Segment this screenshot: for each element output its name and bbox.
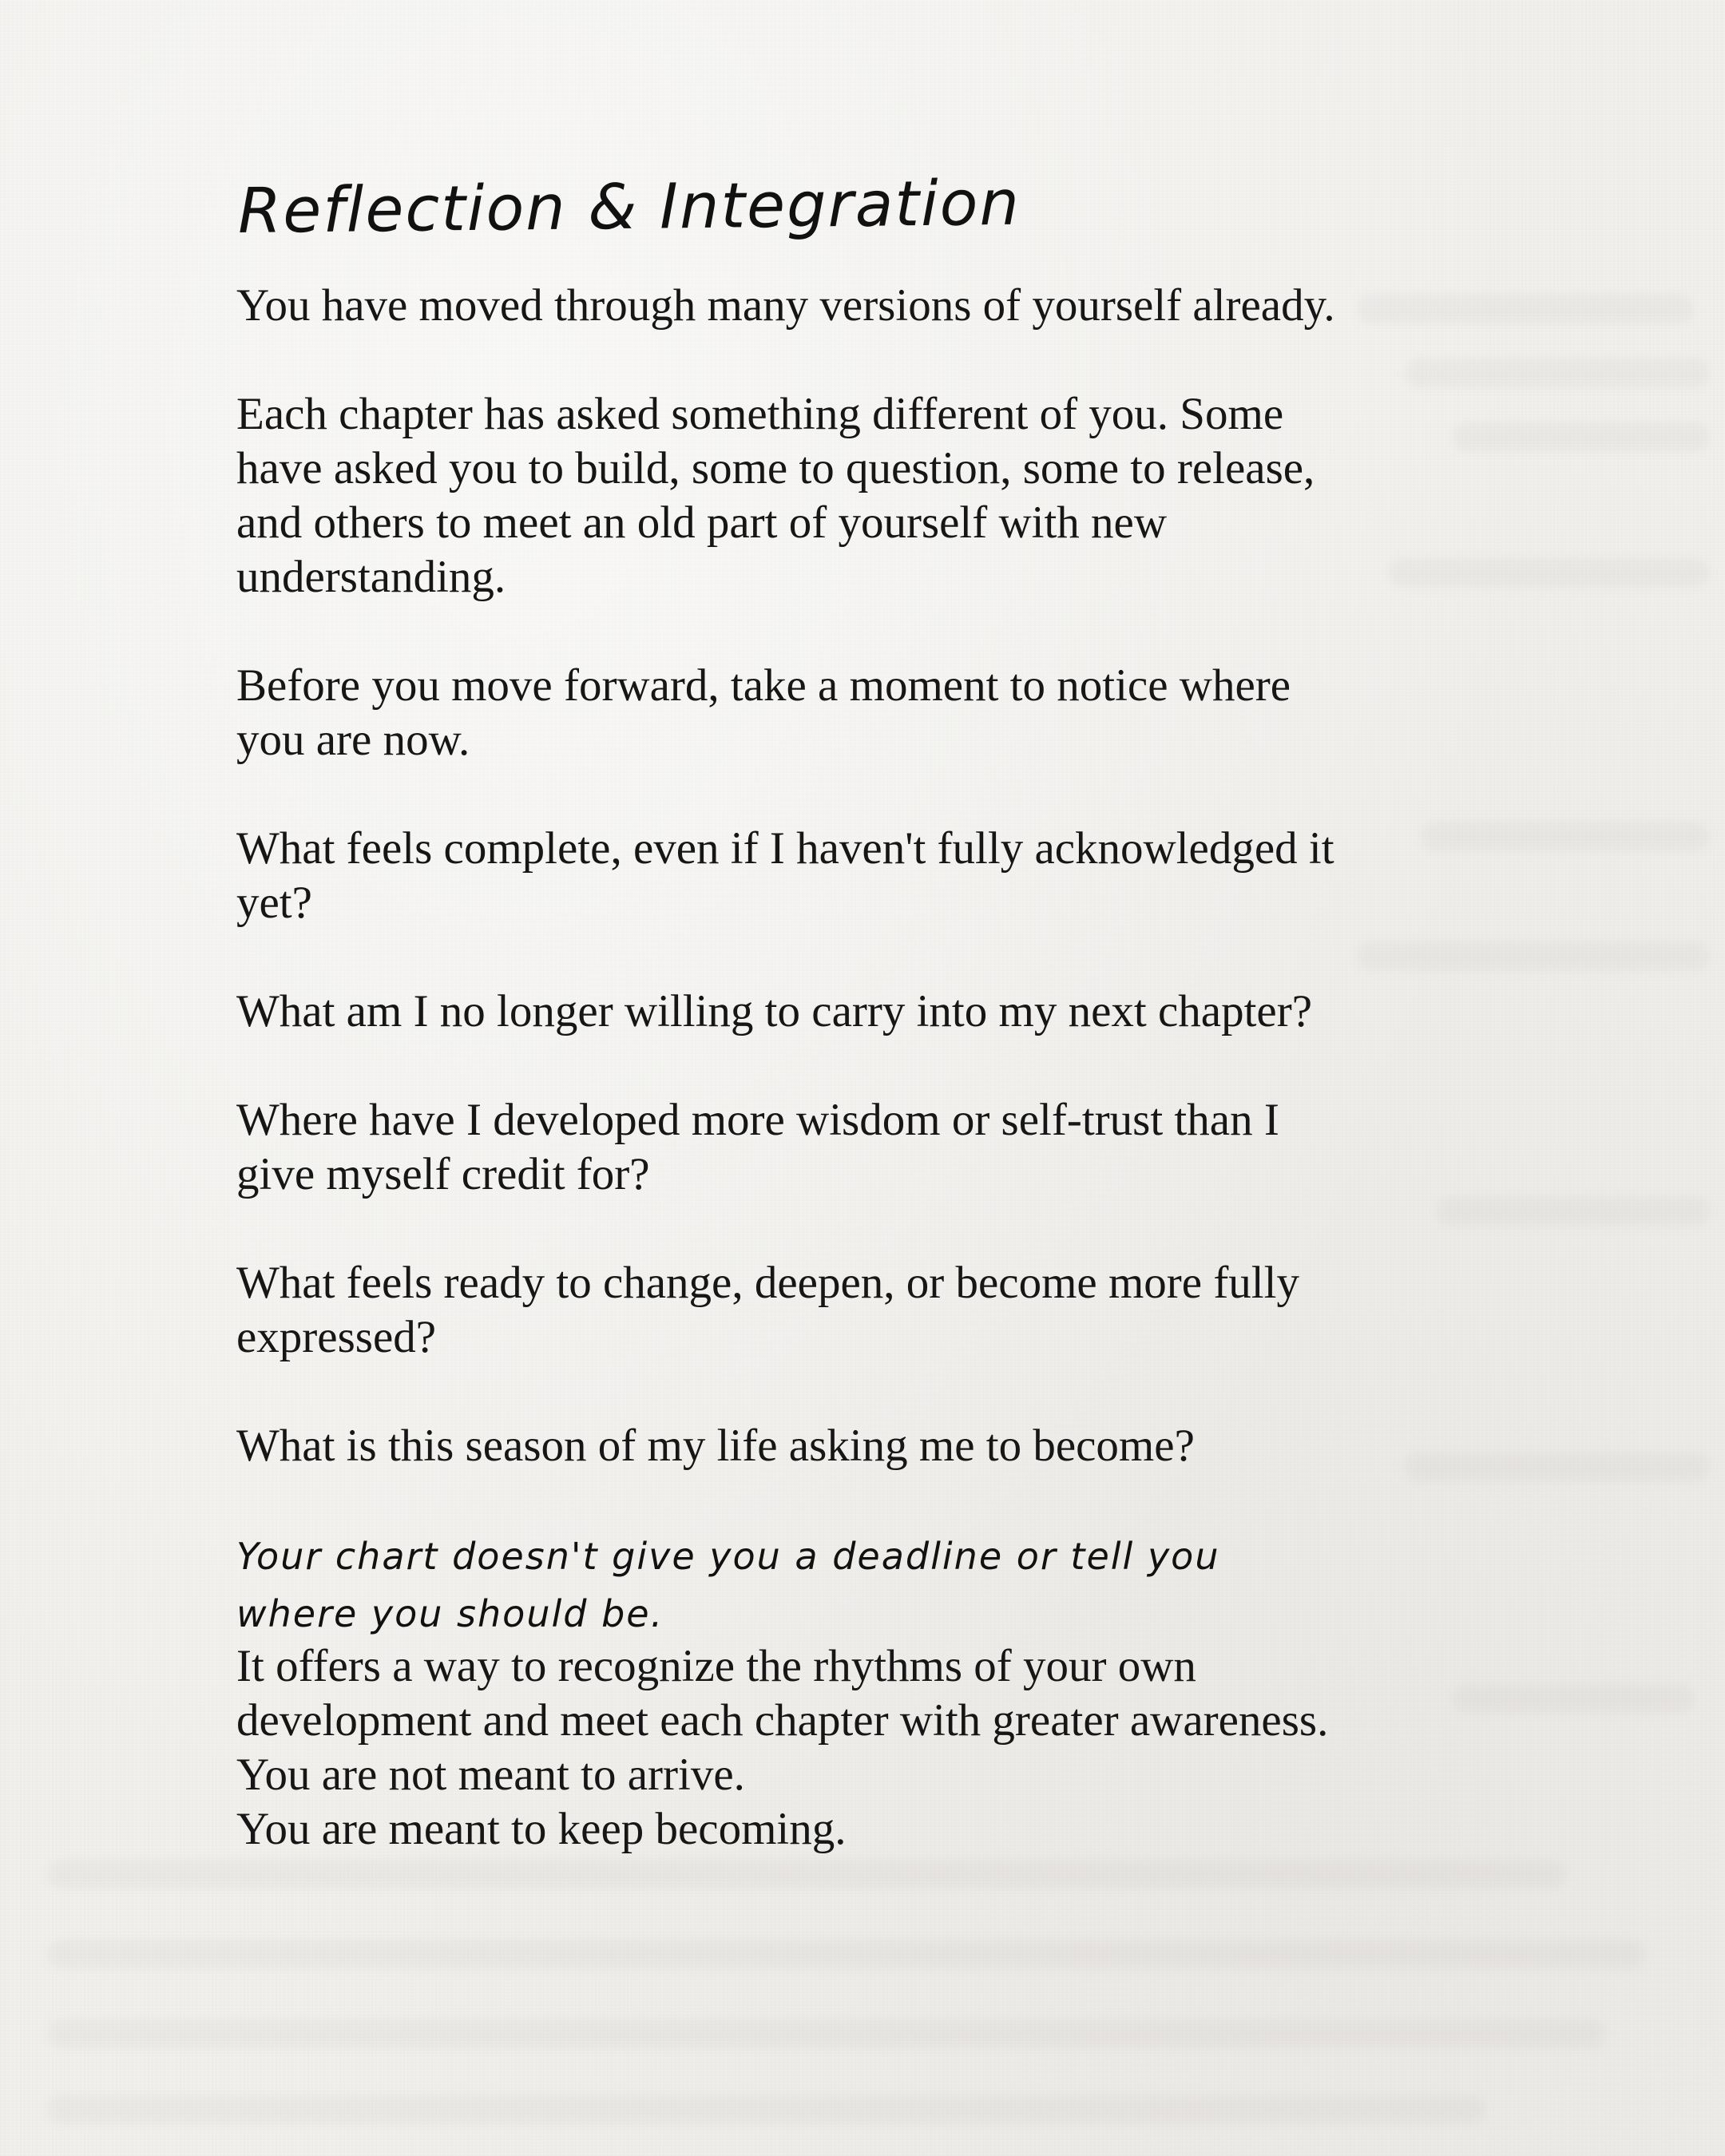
reflection-question: What is this season of my life asking me to become? — [236, 1421, 1195, 1471]
page-title: Reflection & Integration — [237, 167, 1021, 248]
reflection-question: What feels complete, even if I haven't fully acknowledged it yet? — [236, 823, 1334, 928]
paragraph: You have moved through many versions of yourself already. — [236, 280, 1335, 331]
reflection-question: What feels ready to change, deepen, or become more fully expressed? — [236, 1258, 1299, 1362]
closing-paragraph: It offers a way to recognize the rhythms of your own development and meet each chapter with greater awareness. You are not meant to arrive. You are meant to keep becoming. — [236, 1641, 1329, 1854]
reflection-question: What am I no longer willing to carry into my next chapter? — [236, 986, 1312, 1036]
page-content — [236, 167, 1482, 1857]
reflection-question: Where have I developed more wisdom or self-trust than I give myself credit for? — [236, 1095, 1279, 1199]
handwritten-note: Your chart doesn't give you a deadline or tell you where you should be. — [236, 1535, 1220, 1635]
paragraph: Each chapter has asked something different of you. Some have asked you to build, some to question, some to release, and others to meet an old part of yourself with new understanding. — [236, 389, 1315, 602]
paragraph: Before you move forward, take a moment to notice where you are now. — [236, 660, 1291, 765]
